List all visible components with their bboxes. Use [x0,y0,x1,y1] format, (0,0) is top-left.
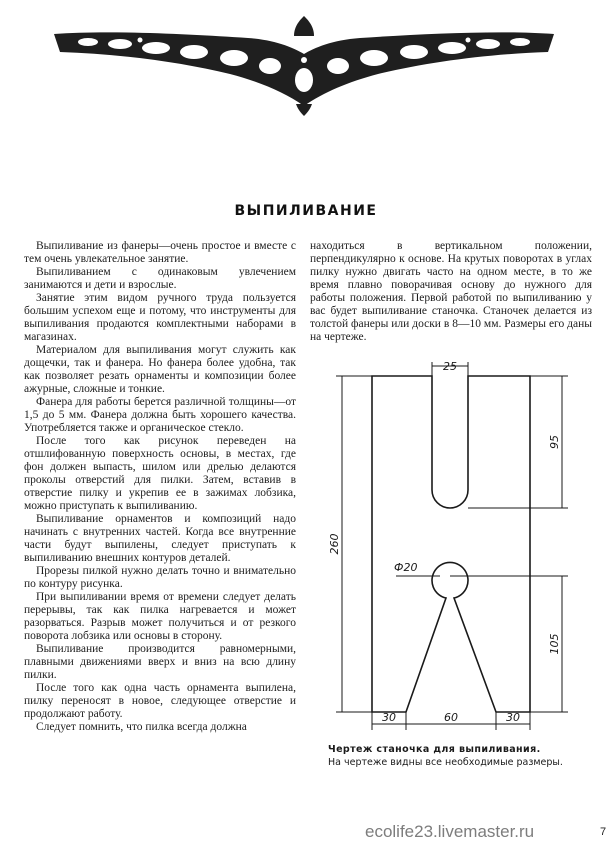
paragraph: Выпиливанием с одинаковым увлечением занимаются и дети и взрослые. [24,266,296,291]
dim-lower-height: 105 [548,633,561,655]
dim-bottom-left: 30 [382,711,396,724]
paragraph: находиться в вертикальном положении, перпендикулярно к основе. На крутых поворотах в углах пилку нужно двигать часто на одном месте, в то же время плавно поворачивая основу до нужного для работы положения. Первой работой по выпиливанию у вас будет выпиливание станочка. Станочек делается из толстой фанеры или доски в 8—10 мм. Размеры его даны на чертеже. [310,240,592,343]
paragraph: После того как рисунок переведен на отшлифованную поверхность основы, в местах, где фон должен выпасть, шилом или дрелью делаются проколы отверстий для пилки. Затем, вставив в отверстие пилку и укрепив ее в зажимах лобзика, можно приступать к выпиливанию. [24,435,296,512]
drawing-caption-subtitle: На чертеже видны все необходимые размеры. [328,757,563,768]
page-number: 7 [600,826,607,838]
dim-slot-width: 25 [443,360,457,373]
right-text-column [310,240,592,344]
paragraph: Следует помнить, что пилка всегда должна [36,721,247,733]
paragraph: Выпиливание из фанеры—очень простое и вместе с тем очень увлекательное занятие. [24,240,296,265]
paragraph: Фанера для работы берется различной толщины—от 1,5 до 5 мм. Фанера должна быть хорошего качества. Употребляется также и органическое стекло. [24,396,296,434]
paragraph: Выпиливание орнаментов и композиций надо начинать с внутренних частей. Когда все внутренние части будут выпилены, следует приступать к выпиливанию внешних контуров деталей. [24,513,296,564]
ornament-pendant [296,104,312,116]
left-text-column [24,240,296,734]
watermark: ecolife23.livemaster.ru [365,822,535,841]
stand-outline [372,376,530,712]
dim-bottom-middle: 60 [444,711,458,724]
dim-line-left [336,376,372,712]
dim-slot-depth: 95 [548,435,561,449]
ornament-crown [294,16,314,36]
drawing-caption-title: Чертеж станочка для выпиливания. [328,744,541,755]
paragraph: Материалом для выпиливания могут служить как дощечки, так и фанера. Но фанера более удобна, так как позволяет резать орнаменты и композиции более ажурные, сложные и тонкие. [24,344,296,395]
paragraph: Прорезы пилкой нужно делать точно и внимательно по контуру рисунка. [24,565,296,590]
dim-hole-diameter: Ф20 [394,561,418,574]
technical-drawing [300,350,600,750]
decorative-ornament-banner [48,8,560,118]
dim-bottom-right: 30 [506,711,520,724]
paragraph: После того как одна часть орнамента выпилена, пилку переносят в новое, следующее отверстие и продолжают работу. [24,682,296,720]
page-title: ВЫПИЛИВАНИЕ [234,203,378,219]
paragraph: При выпиливании время от времени следует делать перерывы, так как пилка нагревается и может разорваться. Разрыв может получиться и от резкого поворота лобзика или основы в сторону. [24,591,296,642]
paragraph: Выпиливание производится равномерными, плавными движениями вверх и вниз на всю длину пилки. [24,643,296,681]
dim-total-height: 260 [328,533,341,555]
paragraph: Занятие этим видом ручного труда пользуется большим успехом еще и потому, что инструменты для выпиливания продаются комплектными наборами в магазинах. [24,292,296,343]
